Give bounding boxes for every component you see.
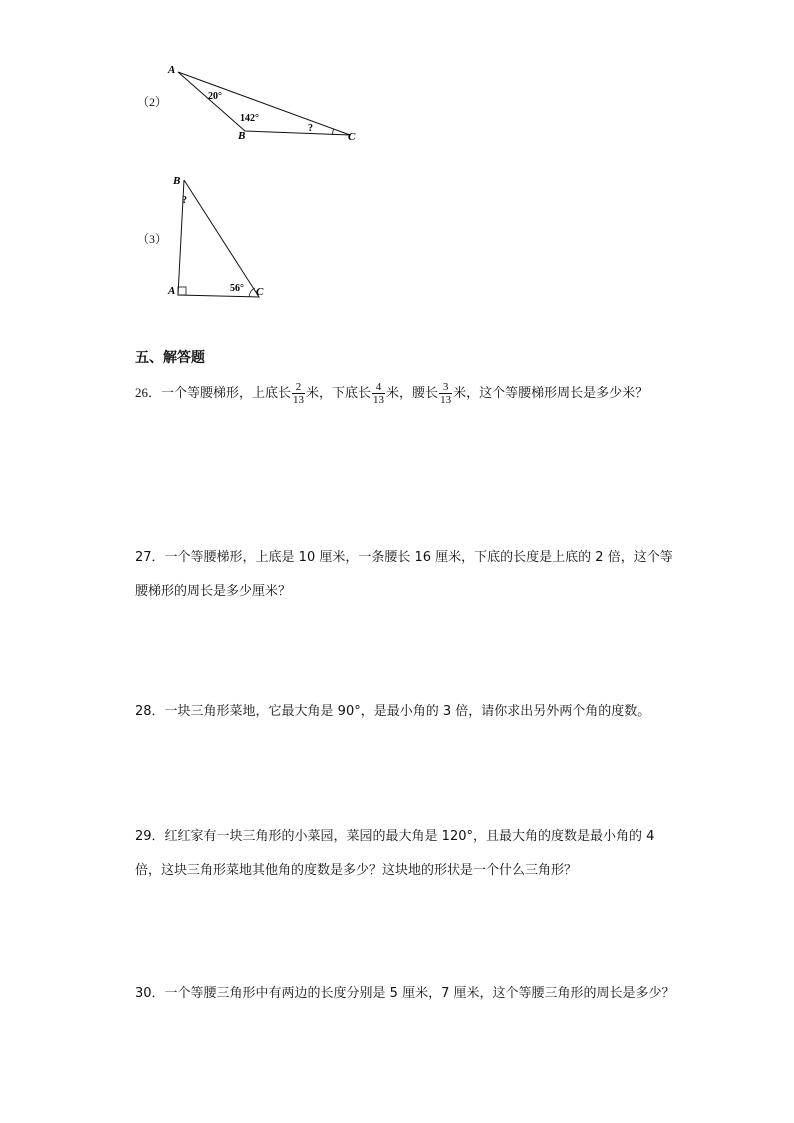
angle-b-label: 142° <box>240 113 259 124</box>
fraction-upper-base: $\frac{2}{13}$ <box>293 381 305 406</box>
figure-2-label: （2） <box>137 95 168 109</box>
question-27: 27．一个等腰梯形，上底是 10 厘米，一条腰长 16 厘米，下底的长度是上底的 2 倍，这个等腰梯形的周长是多少厘米？ <box>135 550 673 599</box>
figure-3-label: （3） <box>137 232 168 246</box>
question-number: 26． <box>135 385 162 400</box>
vertex-b: B <box>173 175 181 187</box>
section-title: 五、解答题 <box>135 350 205 366</box>
vertex-c: C <box>256 286 264 298</box>
question-text: 米，腰长 <box>386 386 439 401</box>
angle-b-label: ? <box>182 195 187 206</box>
fraction-lower-base: $\frac{4}{13}$ <box>373 381 385 406</box>
question-30: 30．一个等腰三角形中有两边的长度分别是 5 厘米，7 厘米，这个等腰三角形的周长是多少？ <box>135 986 675 1001</box>
triangle-figure-2 <box>160 60 370 150</box>
question-text: 米，下底长 <box>306 386 372 401</box>
vertex-b: B <box>238 130 246 142</box>
triangle-figure-3 <box>165 170 275 305</box>
question-text: 一个等腰梯形，上底长 <box>161 386 292 401</box>
vertex-a: A <box>168 64 176 76</box>
vertex-c: C <box>348 131 356 143</box>
angle-c-label: 56° <box>230 283 244 294</box>
fraction-leg: $\frac{3}{13}$ <box>440 381 452 406</box>
angle-a-label: 20° <box>208 91 222 102</box>
question-26 <box>135 376 675 411</box>
angle-c-label: ? <box>308 123 313 134</box>
question-29: 29．红红家有一块三角形的小菜园，菜园的最大角是 120°，且最大角的度数是最小角的 4 倍，这块三角形菜地其他角的度数是多少？这块地的形状是一个什么三角形？ <box>135 829 655 878</box>
question-text: 米，这个等腰梯形周长是多少米？ <box>453 386 649 401</box>
vertex-a: A <box>168 285 176 297</box>
question-28: 28．一块三角形菜地，它最大角是 90°，是最小角的 3 倍，请你求出另外两个角的度数。 <box>135 704 651 719</box>
